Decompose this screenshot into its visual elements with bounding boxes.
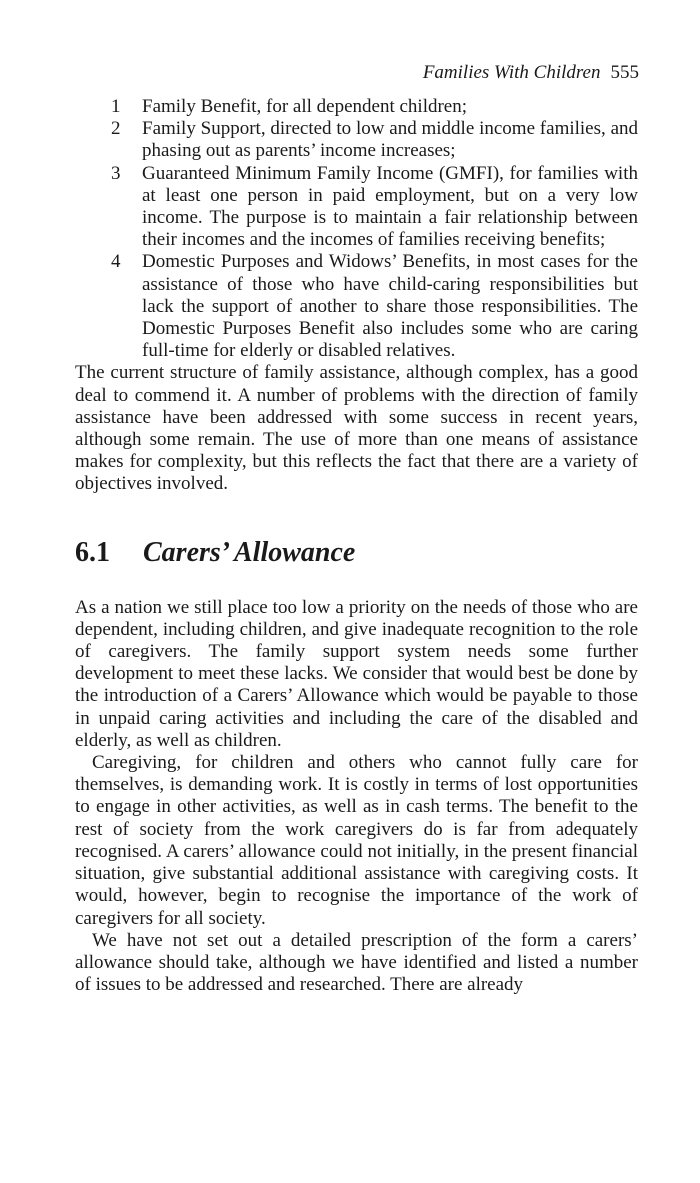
list-item-number: 2 [111, 118, 121, 140]
body-paragraph: Caregiving, for children and others who cannot fully care for themselves, is demanding work. It is costly in terms of lost opportunities to engage in other activities, as well as in cash terms. The benefit to the rest of society from the work caregivers do is far from adequately recognised. A carers’ allowance could not initially, in the present financial situation, give substantial additional assistance with caregiving costs. It would, however, begin to recognise the importance of the work of caregivers for all society. [75, 752, 638, 929]
list-item-number: 4 [111, 251, 121, 273]
page-body [75, 96, 638, 996]
list-item [75, 251, 638, 362]
list-item-number: 1 [111, 96, 121, 117]
page-number: 555 [610, 62, 639, 83]
list-item-text: Family Benefit, for all dependent children; [142, 96, 468, 117]
list-item-number: 3 [111, 162, 121, 184]
section-title: Carers’ Allowance [143, 536, 356, 568]
list-item-text: Family Support, directed to low and middle income families, and phasing out as parents’ income increases; [142, 118, 638, 162]
list-item [75, 96, 638, 118]
body-paragraph: As a nation we still place too low a priority on the needs of those who are dependent, including children, and give inadequate recognition to the role of caregivers. The family support system needs some further development to meet these lacks. We consider that would best be done by the introduction of a Carers’ Allowance which would be payable to those in unpaid caring activities and including the care of the disabled and elderly, as well as children. [75, 596, 638, 751]
list-item [75, 118, 638, 162]
summary-paragraph: The current structure of family assistance, although complex, has a good deal to commend it. A number of problems with the direction of family assistance have been addressed with some success in recent years, although some remain. The use of more than one means of assistance makes for complexity, but this reflects the fact that there are a variety of objectives involved. [75, 362, 638, 495]
list-item [75, 163, 638, 252]
running-head-title: Families With Children [422, 62, 601, 83]
section-heading [75, 536, 638, 570]
section-number: 6.1 [75, 536, 110, 568]
running-head [423, 61, 639, 85]
body-paragraph: We have not set out a detailed prescription of the form a carers’ allowance should take, although we have identified and listed a number of issues to be addressed and researched. There are already [75, 929, 638, 996]
benefit-list [75, 96, 638, 362]
list-item-text: Domestic Purposes and Widows’ Benefits, in most cases for the assistance of those who have child-caring responsibilities but lack the support of another to share those responsibilities. The Domestic Purposes Benefit also includes some who are caring full-time for elderly or disabled relatives. [142, 251, 638, 362]
list-item-text: Guaranteed Minimum Family Income (GMFI), for families with at least one person in paid employment, but on a very low income. The purpose is to maintain a fair relationship between their incomes and the incomes of families receiving benefits; [142, 162, 638, 251]
